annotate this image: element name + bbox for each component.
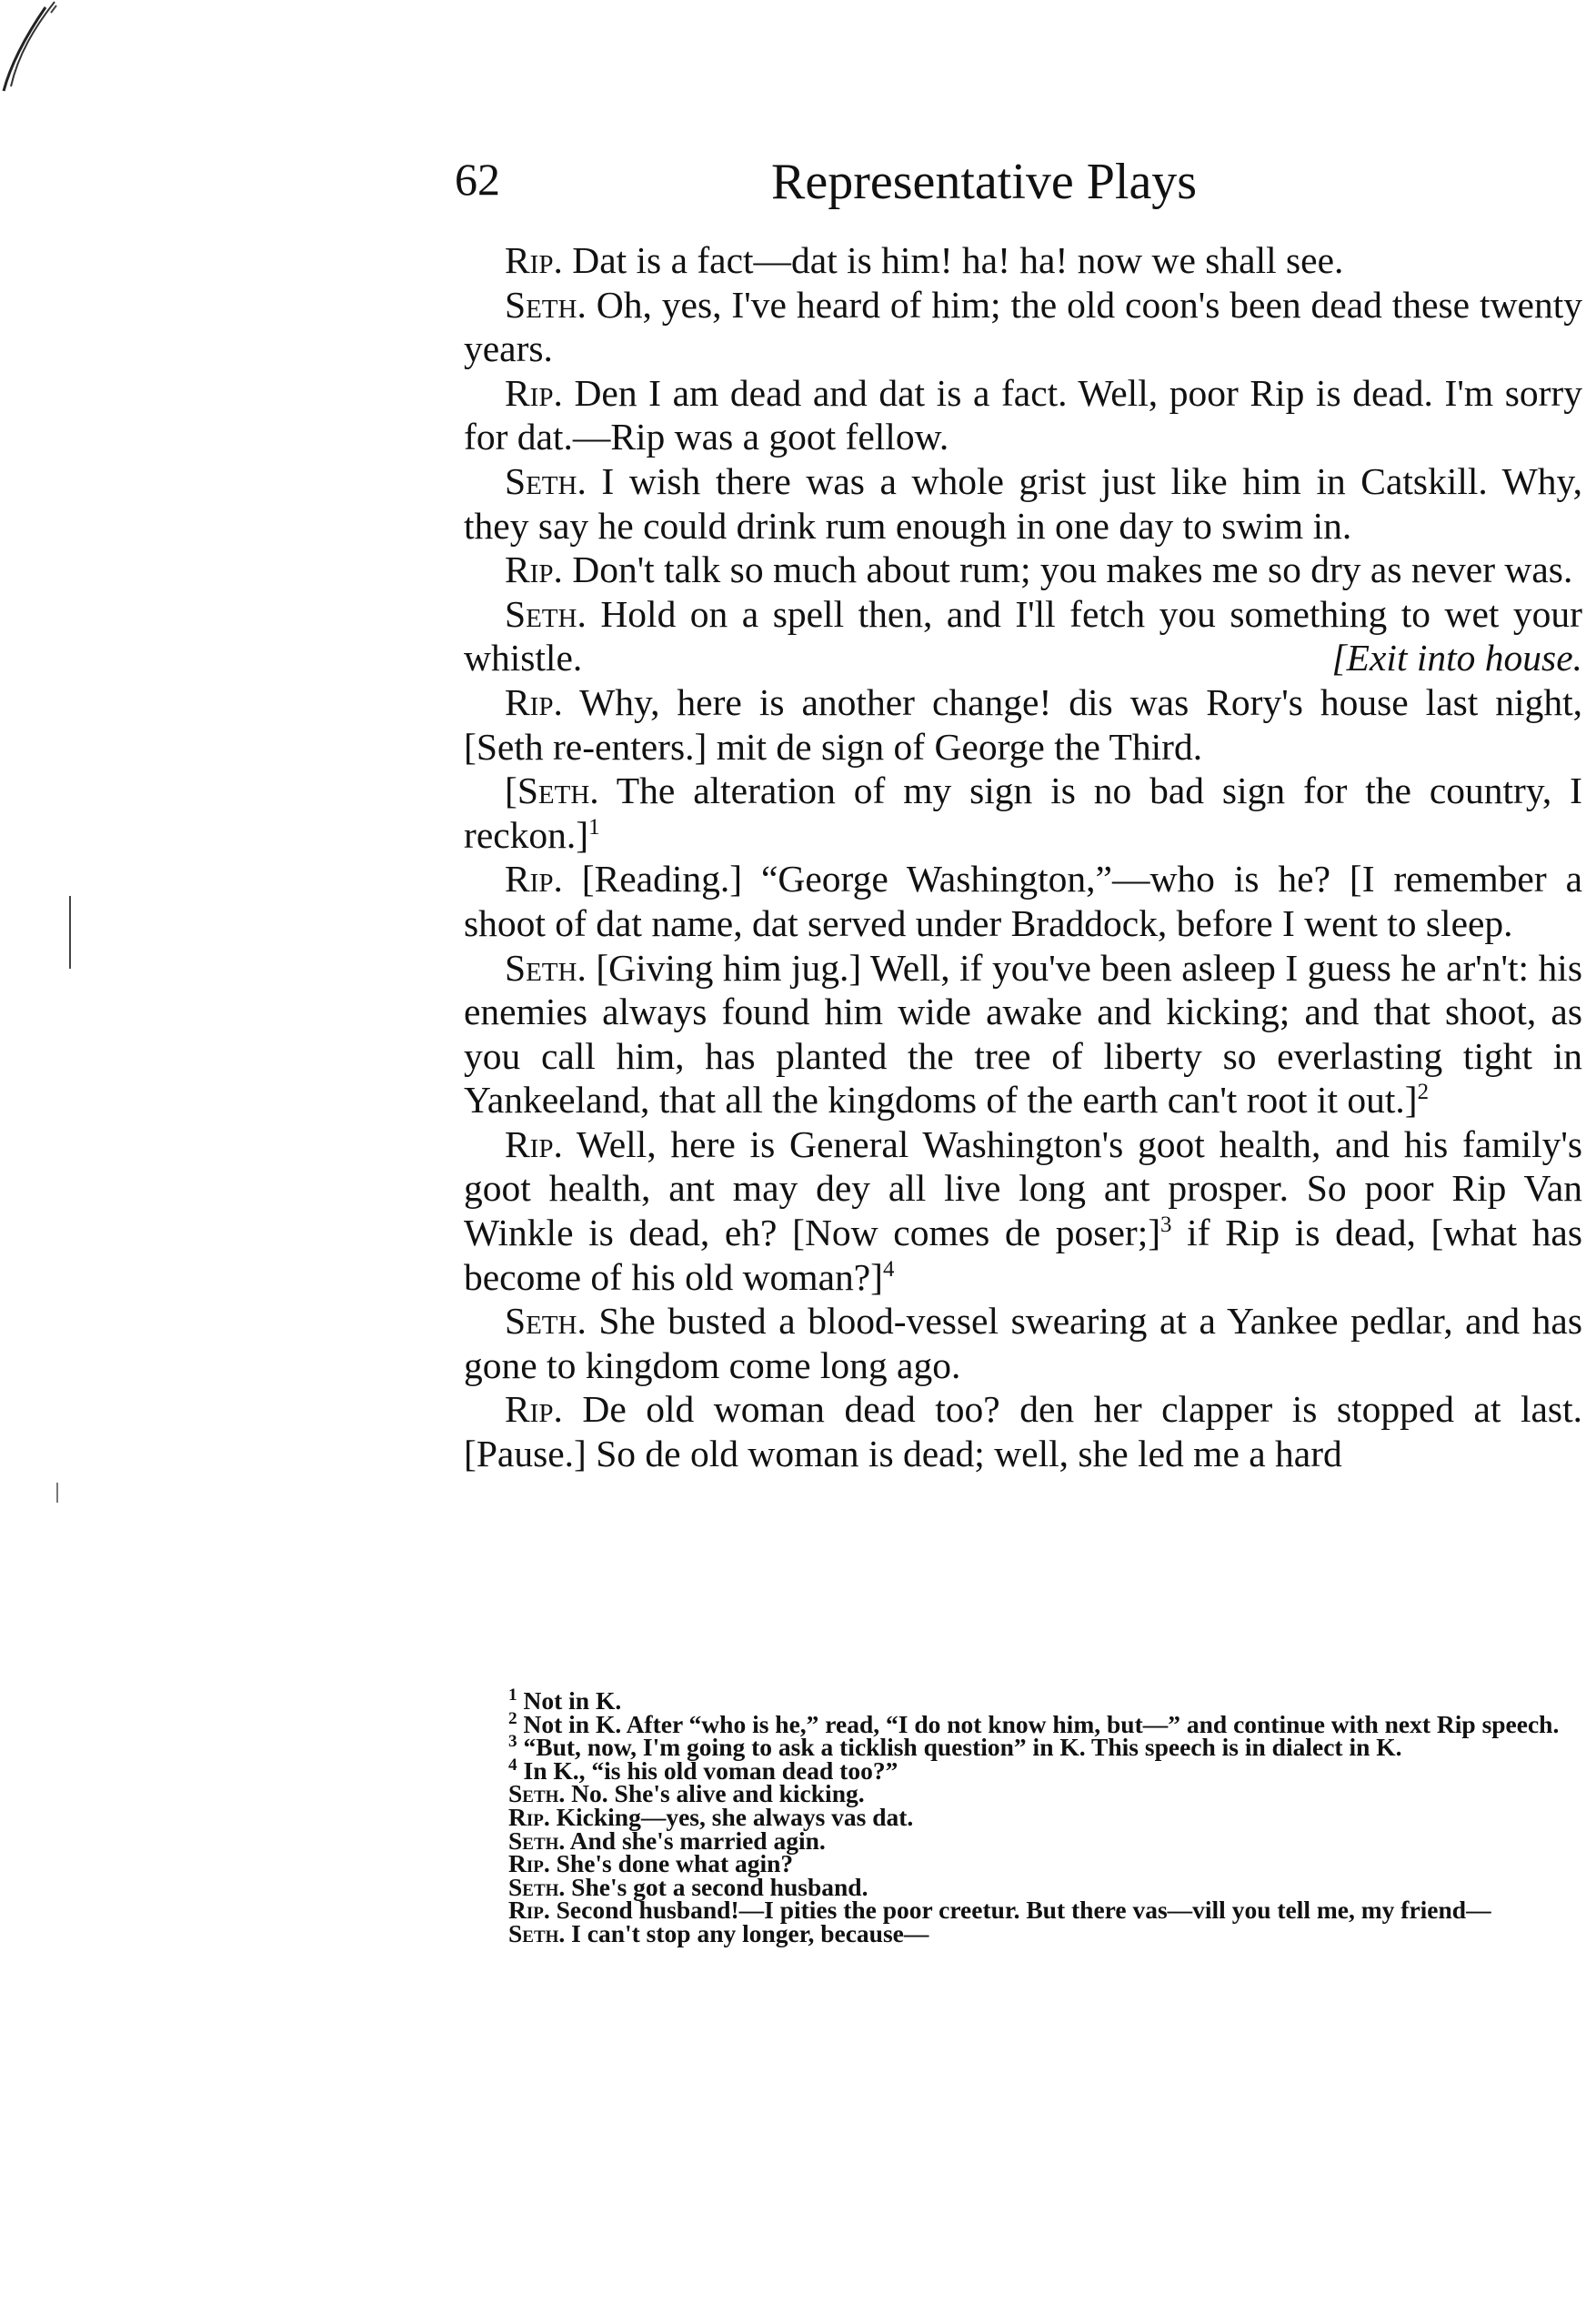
bracket: [ [505, 770, 517, 812]
speech [464, 680, 1582, 769]
speech-text: Why, here is another change! dis was Rory's house last night, [Seth re-enters.] mit de sign of George the Third. [464, 680, 1582, 768]
running-header [455, 153, 1273, 216]
speaker-name: Seth. [508, 1918, 566, 1947]
speaker-name: Rip. [505, 680, 563, 723]
running-title: Representative Plays [771, 154, 1198, 210]
pencil-mark [0, 0, 82, 100]
footnote-ref: 3 [1160, 1212, 1172, 1238]
speech-text: I wish there was a whole grist just like him in Catskill. Why, they say he could drink rum enough in one day to swim in. [464, 459, 1582, 547]
footnote-text: Not in K. After “who is he,” read, “I do not know him, but—” and continue with next Rip speech. [517, 1709, 1560, 1738]
speech-text: Well, here is General Washington's goot health, and his family's goot health, ant may dey all live long ant prosper. So poor Rip Van Winkle is dead, eh? [Now comes de poser;] [464, 1122, 1582, 1254]
speaker-name: Rip. [505, 548, 563, 591]
speech-text: Dat is a fact—dat is him! ha! ha! now we shall see. [562, 239, 1344, 281]
footnote-speech-text: She's got a second husband. [565, 1872, 868, 1901]
speech-text: Hold on a spell then, and I'll fetch you something to wet your whistle. [464, 592, 1582, 679]
footnote-speech [476, 1918, 1587, 1947]
speech [464, 1299, 1582, 1387]
footnote-speech-text: Second husband!—I pities the poor creetur. But there vas—vill you tell me, my friend— [549, 1896, 1491, 1925]
speech [464, 371, 1582, 459]
speech [464, 459, 1582, 548]
footnote-speech-text: I can't stop any longer, because— [565, 1918, 929, 1947]
footnote-speech-text: Kicking—yes, she always vas dat. [549, 1802, 914, 1831]
margin-mark [56, 1483, 58, 1503]
speech-text: [Reading.] “George Washington,”—who is he? [I remember a shoot of dat name, dat served under Braddock, before I went to sleep. [464, 858, 1582, 944]
play-text [464, 238, 1582, 1476]
speech [464, 769, 1582, 857]
footnote-speech-text: No. She's alive and kicking. [565, 1779, 865, 1808]
footnote-text: In K., “is his old voman dead too?” [517, 1756, 898, 1785]
speech [464, 857, 1582, 945]
speech-text: Den I am dead and dat is a fact. Well, poor Rip is dead. I'm sorry for dat.—Rip was a goot fellow. [464, 371, 1582, 458]
speech-text: Don't talk so much about rum; you makes me so dry as never was. [562, 548, 1573, 591]
speaker-name: Seth. [505, 459, 587, 502]
speech-text: Oh, yes, I've heard of him; the old coon's been dead these twenty years. [464, 283, 1582, 370]
footnote-number: 3 [508, 1732, 517, 1752]
footnote-text: “But, now, I'm going to ask a ticklish question” in K. This speech is in dialect in K. [517, 1733, 1402, 1762]
speaker-name: Rip. [505, 1122, 563, 1165]
speaker-name: Rip. [505, 239, 563, 281]
footnote-ref: 2 [1417, 1080, 1430, 1105]
footnote-speech-text: She's done what agin? [549, 1849, 794, 1878]
speech [464, 238, 1582, 283]
speaker-name: Rip. [508, 1849, 550, 1878]
speaker-name: Rip. [508, 1802, 550, 1831]
stage-direction: [Exit into house. [1331, 637, 1582, 679]
footnote-text: Not in K. [517, 1686, 622, 1715]
speaker-name: Seth. [505, 1300, 587, 1343]
speaker-name: Seth. [508, 1779, 566, 1808]
speaker-name: Seth. [505, 946, 587, 989]
footnotes [476, 1685, 1587, 1947]
speech [464, 548, 1582, 592]
footnote-ref: 1 [588, 814, 600, 840]
margin-mark [69, 896, 71, 969]
speech [464, 1122, 1582, 1299]
speech [464, 946, 1582, 1122]
speaker-name: Rip. [508, 1896, 550, 1925]
speech-text: The alteration of my sign is no bad sign for the country, I reckon.] [464, 770, 1582, 856]
speech-text: if Rip is dead, [what has become of his old woman?] [464, 1212, 1582, 1298]
speech-text: [Giving him jug.] Well, if you've been asleep I guess he ar'n't: his enemies always found him wide awake and kicking; and that shoot, as you call him, has planted the tree of liberty so everlasting tight in Yankeeland, that all the kingdoms of the earth can't root it out.] [464, 946, 1582, 1122]
speech-text: She busted a blood-vessel swearing at a Yankee pedlar, and has gone to kingdom come long ago. [464, 1300, 1582, 1386]
footnote-number: 2 [508, 1708, 517, 1728]
speaker-name: Seth. [505, 283, 587, 326]
speaker-name: Rip. [505, 371, 563, 414]
speaker-name: Rip. [505, 858, 563, 900]
speaker-name: Seth. [508, 1872, 566, 1901]
footnote-ref: 4 [882, 1256, 895, 1282]
speaker-name: Rip. [505, 1388, 563, 1431]
footnote-number: 4 [508, 1755, 517, 1775]
footnote-speech-text: And she's married agin. [565, 1826, 826, 1855]
speaker-name: Seth. [508, 1826, 566, 1855]
speaker-name: Seth. [505, 592, 587, 635]
page-number: 62 [455, 154, 500, 205]
footnote-number: 1 [508, 1685, 517, 1705]
speech [464, 592, 1582, 680]
speaker-name: Seth. [517, 770, 599, 812]
speech-text: De old woman dead too? den her clapper is stopped at last. [Pause.] So de old woman is dead; well, she led me a hard [464, 1388, 1582, 1475]
speech [464, 283, 1582, 371]
speech [464, 1387, 1582, 1475]
